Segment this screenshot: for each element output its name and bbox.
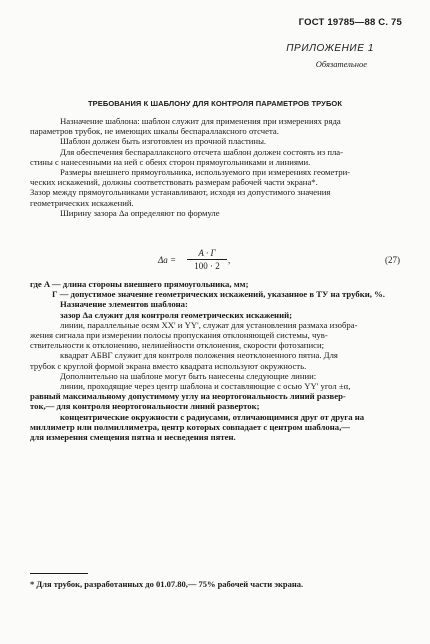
formula-numerator: A · Г (187, 248, 227, 260)
text-line: линии, проходящие через центр шаблона и составляющие с осью YY' угол ±α, (60, 381, 351, 392)
formula-denominator: 100 · 2 (194, 261, 220, 271)
text-line: стины с нанесенными на ней с обеих сторон прямоугольниками и линиями. (30, 156, 311, 167)
footnote-rule (30, 573, 88, 574)
text-line: линии, параллельные осям XX' и YY', служат для установления размаха изобра- (60, 319, 358, 330)
appendix-label: ПРИЛОЖЕНИЕ 1 (286, 43, 374, 54)
text-line: где A — длина стороны внешнего прямоугольника, мм; (30, 279, 249, 289)
text-line: равный максимальному допустимому углу на неортогональность линий развер- (30, 391, 346, 402)
text-line: геометрических искажений. (30, 197, 134, 208)
text-line: Г — допустимое значение геометрических искажений, указанное в ТУ на трубки, %. (52, 289, 385, 300)
text-line: квадрат АБВГ служит для контроля положения неотклоненного пятна. Для (60, 350, 338, 361)
equation-number: (27) (385, 255, 400, 265)
standard-header: ГОСТ 19785—88 С. 75 (298, 17, 402, 28)
text-line: Дополнительно на шаблоне могут быть нанесены следующие линии: (60, 370, 317, 381)
text-line: параметров трубок, не имеющих шкалы беспараллаксного отсчета. (30, 126, 279, 137)
text-line: для измерения смещения пятна и несведения пятен. (30, 432, 236, 443)
body-block-2 (30, 279, 400, 442)
text-line: ток,— для контроля неортогональности линий разверток; (30, 401, 260, 412)
text-line: Ширину зазора Δa определяют по формуле (60, 207, 220, 218)
text-line: Размеры внешнего прямоугольника, используемого при измерениях геометри- (60, 167, 351, 178)
appendix-status: Обязательное (315, 59, 367, 69)
text-line: ствительности к отклонению, нелинейности отклонения, скорости фотозаписи; (30, 340, 325, 351)
formula-fraction (187, 248, 227, 271)
footnote: * Для трубок, разработанных до 01.07.80,— 75% рабочей части экрана. (30, 579, 304, 589)
text-line: Назначение шаблона: шаблон служит для применения при измерениях ряда (60, 116, 341, 126)
text-line: Назначение элементов шаблона: (60, 299, 188, 310)
text-line: Зазор между прямоугольниками устанавливают, исходя из допустимого значения (30, 187, 331, 198)
text-line: трубок с круглой формой экрана вместо квадрата используют окружность. (30, 360, 307, 371)
text-line: зазор Δa служит для контроля геометрических искажений; (60, 309, 292, 320)
section-title: ТРЕБОВАНИЯ К ШАБЛОНУ ДЛЯ КОНТРОЛЯ ПАРАМЕТРОВ ТРУБОК (87, 99, 343, 108)
text-line: жения сигнала при измерении полосы пропускания отклоняющей системы, чув- (30, 330, 328, 341)
text-line: ческих искажений, должны соответствовать размерам рабочей части экрана*. (30, 177, 318, 188)
formula-lhs: Δa = (158, 255, 177, 265)
formula-tail: , (228, 255, 231, 265)
body-block-1 (30, 116, 400, 218)
text-line: миллиметр или полмиллиметра, центр которых совпадает с центром шаблона,— (30, 421, 350, 432)
text-line: концентрические окружности с радиусами, отличающимися друг от друга на (60, 411, 365, 422)
text-line: Для обеспечения беспараллаксного отсчета шаблон должен состоять из пла- (60, 146, 344, 157)
formula-27 (0, 248, 430, 272)
text-line: Шаблон должен быть изготовлен из прочной пластины. (60, 136, 267, 147)
